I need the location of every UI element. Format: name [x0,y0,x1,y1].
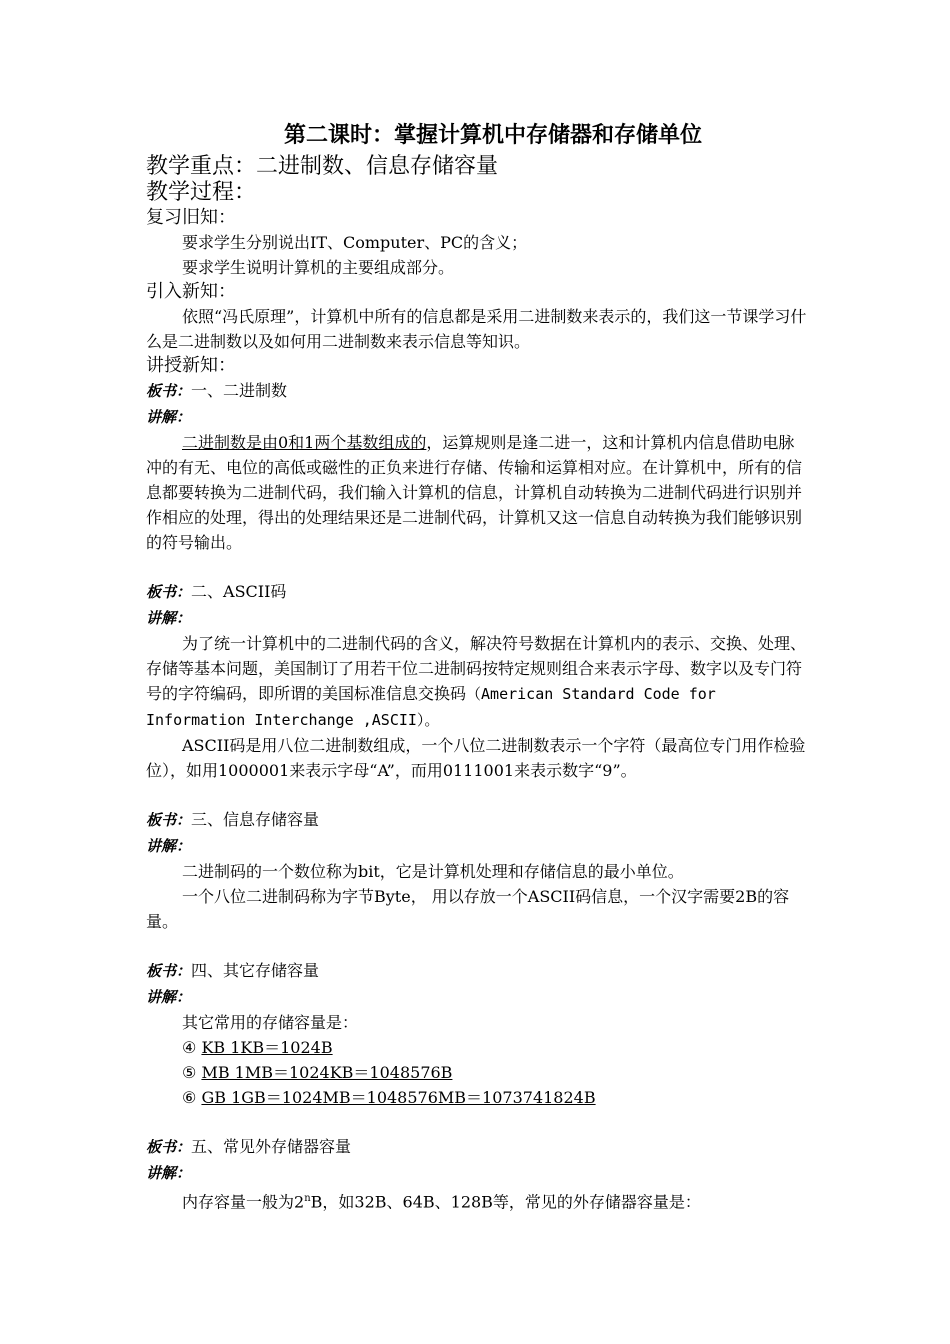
list-marker: ④ [182,1038,197,1057]
s4-explain [146,984,810,1010]
explain-label: 讲解： [146,988,192,1006]
s2-para-1b: （American Standard Code for Information Interchange ,ASCII）。 [146,685,716,729]
list-item [146,1035,810,1060]
s1-board [146,378,810,404]
explain-label: 讲解： [146,408,192,426]
list-item [146,1060,810,1085]
s2-board [146,579,810,605]
s4-intro: 其它常用的存储容量是： [182,1013,359,1032]
intro-text: 依照“冯氏原理”，计算机中所有的信息都是采用二进制数来表示的，我们这一节课学习什么是二进制数以及如何用二进制数来表示信息等知识。 [146,307,807,351]
s4-board [146,958,810,984]
review-line-2: 要求学生说明计算机的主要组成部分。 [182,258,455,277]
list-item-text: GB 1GB＝1024MB＝1048576MB＝1073741824B [201,1088,596,1107]
s5-board [146,1134,810,1160]
s3-board-text: 三、信息存储容量 [191,810,320,829]
s5-sup: n [304,1193,311,1204]
s2-explain [146,605,810,631]
s1-board-text: 一、二进制数 [191,381,288,400]
s5-pre: 内存容量一般为2 [182,1192,305,1212]
list-marker: ⑥ [182,1088,197,1107]
teaching-focus: 教学重点：二进制数、信息存储容量 [146,154,499,179]
s4-board-text: 四、其它存储容量 [191,961,320,980]
explain-label: 讲解： [146,609,192,627]
board-label: 板书： [146,382,192,400]
page-title: 第二课时：掌握计算机中存储器和存储单位 [283,123,702,148]
list-item-text: KB 1KB＝1024B [201,1038,333,1057]
s1-explain [146,404,810,430]
teaching-process: 教学过程： [146,180,257,205]
s3-board [146,807,810,833]
s3-para-1: 二进制码的一个数位称为bit，它是计算机处理和存储信息的最小单位。 [182,862,684,881]
s5-explain [146,1160,810,1186]
s2-board-text: 二、ASCII码 [191,582,287,601]
board-label: 板书： [146,811,192,829]
list-marker: ⑤ [182,1063,197,1082]
document-page [146,118,810,1214]
s1-underlined: 二进制数是由0和1两个基数组成的 [182,433,427,452]
board-label: 板书： [146,583,192,601]
board-label: 板书： [146,962,192,980]
s1-rest: ，运算规则是逢二进一，这和计算机内信息借助电脉冲的有无、电位的高低或磁性的正负来进行存储、传输和运算相对应。在计算机中，所有的信息都要转换为二进制代码，我们输入计算机的信息，计算机自动转换为二进制代码进行识别并作相应的处理，得出的处理结果还是二进制代码，计算机又这一信息自动转换为我们能够识别的符号输出。 [146,433,803,552]
s5-para [146,1186,810,1214]
s2-para-2: ASCII码是用八位二进制数组成，一个八位二进制数表示一个字符（最高位专门用作检验位），如用1000001来表示字母“A”，而用0111001来表示数字“9”。 [146,736,806,780]
s5-board-text: 五、常见外存储器容量 [191,1137,352,1156]
s5-post: B，如32B、64B、128B等，常见的外存储器容量是： [310,1192,701,1212]
s2-para-1 [146,631,810,733]
teach-heading: 讲授新知： [146,355,236,376]
s2-para-1a: 为了统一计算机中的二进制代码的含义，解决符号数据在计算机内的表示、交换、处理、存储等基本问题，美国制订了用若干位二进制码按特定规则组合来表示字母、数字以及专门符号的字符编码，即所谓的美国标准信息交换码 [146,634,807,703]
review-line-1: 要求学生分别说出IT、Computer、PC的含义； [182,233,528,252]
list-item-text: MB 1MB＝1024KB＝1048576B [201,1063,453,1082]
explain-label: 讲解： [146,837,192,855]
review-heading: 复习旧知： [146,207,236,228]
list-item [146,1085,810,1110]
intro-heading: 引入新知： [146,281,236,302]
s1-body [146,430,810,555]
s3-para-2: 一个八位二进制码称为字节Byte， 用以存放一个ASCII码信息，一个汉字需要2B的容量。 [146,887,790,931]
explain-label: 讲解： [146,1164,192,1182]
board-label: 板书： [146,1138,192,1156]
s3-explain [146,833,810,859]
